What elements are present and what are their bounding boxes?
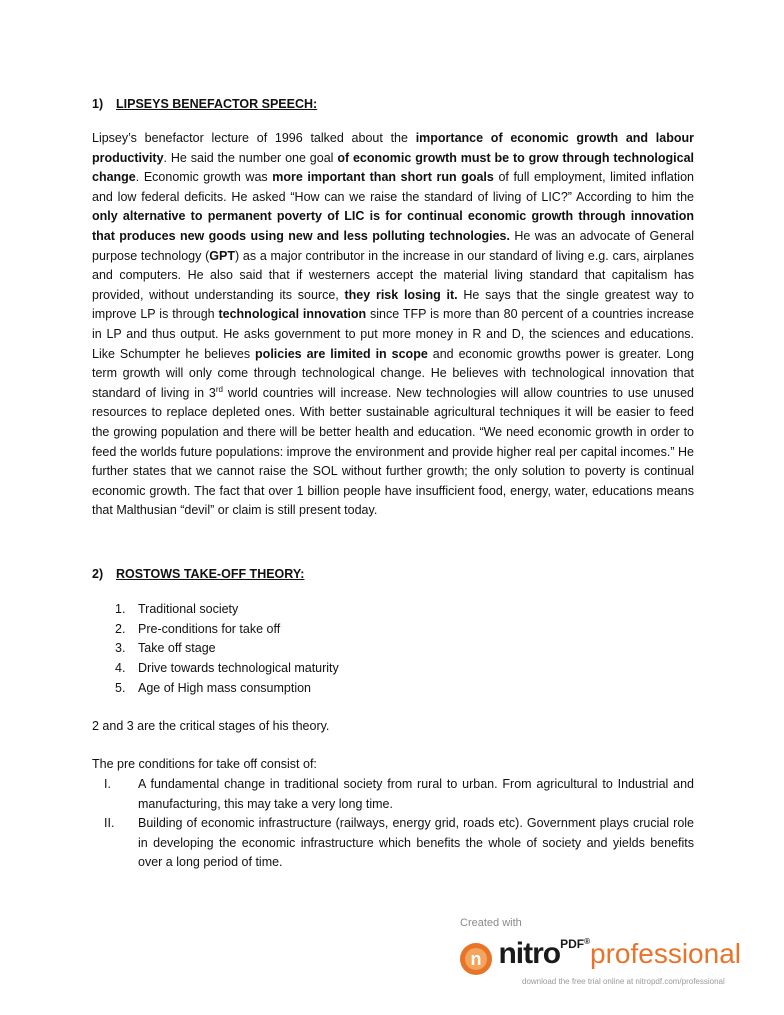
bold-text-segment: technological innovation	[218, 307, 367, 322]
section-1-title: LIPSEYS BENEFACTOR SPEECH:	[116, 97, 318, 111]
precondition-text: A fundamental change in traditional society from rural to urban. From agricultural to Industrial and manufacturing, this may take a very long time.	[138, 777, 694, 811]
precondition-item	[92, 814, 694, 873]
bold-text-segment: only alternative to permanent poverty of LIC is for continual economic growth through innovation that produces new goods using new and less polluting technologies.	[92, 209, 694, 243]
preconditions-intro: The pre conditions for take off consist of:	[92, 757, 317, 772]
precondition-item	[92, 775, 694, 814]
text-segment: He says that the single greatest way to improve LP is through	[92, 287, 694, 322]
stages-list	[92, 600, 694, 699]
watermark-brand: nitro	[498, 937, 561, 970]
document-page	[92, 96, 694, 873]
section-1-heading	[92, 96, 694, 112]
section-2-heading	[92, 566, 694, 582]
bold-text-segment: GPT	[209, 248, 235, 263]
section-2-number: 2)	[92, 566, 104, 581]
text-segment: Lipsey’s benefactor lecture of 1996 talked about the	[92, 131, 416, 145]
stage-label: Pre-conditions for take off	[138, 621, 281, 636]
stage-label: Traditional society	[138, 601, 239, 616]
watermark-created-with: Created with	[460, 917, 522, 929]
stage-item	[92, 679, 694, 699]
precondition-number: II.	[104, 816, 115, 831]
stage-number: 4.	[115, 661, 126, 676]
bold-text-segment: more important than short run goals	[272, 170, 494, 185]
section-1-number: 1)	[92, 97, 104, 111]
critical-stages-note: 2 and 3 are the critical stages of his theory.	[92, 718, 330, 733]
stage-item	[92, 659, 694, 679]
stage-label: Age of High mass consumption	[138, 681, 312, 696]
stage-label: Take off stage	[138, 641, 216, 656]
watermark-logo	[458, 937, 741, 977]
stage-number: 1.	[115, 601, 126, 616]
text-segment: . Economic growth was	[135, 170, 273, 185]
stage-number: 2.	[115, 621, 126, 636]
text-segment: since TFP is more than 80 percent of a countries increase in LP and thus output. He asks government to put more money in R and D, the sciences and educations. Like Schumpter he believes	[92, 307, 694, 361]
stage-number: 3.	[115, 641, 126, 656]
stage-item	[92, 639, 694, 659]
bold-text-segment: importance of economic growth and labour productivity	[92, 131, 694, 165]
stage-item	[92, 620, 694, 640]
text-segment: ) as a major contributor in the increase in our standard of living e.g. cars, airplanes and computers. He also said that if westerners accept the material living standard that capitalism has provided, without understanding its source,	[92, 248, 695, 302]
text-segment: He was an advocate of General purpose technology (	[92, 228, 694, 263]
stage-number: 5.	[115, 681, 126, 696]
superscript-text: rd	[215, 384, 224, 394]
text-segment: and economic growths power is greater. Long term growth will only come through technological change. He believes with technological innovation that standard of living in 3	[92, 346, 694, 400]
section-2-title: ROSTOWS TAKE-OFF THEORY:	[116, 566, 305, 581]
precondition-text: Building of economic infrastructure (railways, energy grid, roads etc). Government plays crucial role in developing the economic infrastructure which benefits the whole of society and yields benefits over a long period of time.	[138, 816, 694, 870]
preconditions-list	[92, 775, 694, 873]
section-1-body	[92, 129, 694, 521]
text-segment: of full employment, limited inflation and low federal deficits. He asked “How can we raise the standard of living of LIC?” According to him the	[92, 170, 694, 204]
bold-text-segment: they risk losing it.	[344, 287, 458, 302]
stage-item	[92, 600, 694, 620]
precondition-number: I.	[104, 777, 111, 792]
bold-text-segment: policies are limited in scope	[255, 346, 428, 361]
nitro-n-icon	[458, 941, 494, 977]
svg-text:n: n	[470, 948, 482, 969]
watermark-download-text: download the free trial online at nitropdf.com/professional	[522, 977, 725, 986]
text-segment: . He said the number one goal	[163, 150, 338, 165]
nitro-watermark	[458, 915, 784, 1015]
watermark-registered: ®	[584, 937, 591, 946]
stage-label: Drive towards technological maturity	[138, 661, 339, 676]
text-segment: world countries will increase. New technologies will allow countries to use unused resources to replace depleted ones. With better sustainable agricultural techniques it will be easier to feed the growing population and there will be better health and education. “We need economic growth in order to feed the worlds future populations: improve the environment and provide higher real per capital incomes.” He further states that we cannot raise the SOL without further growth; the only solution to poverty is continual economic growth. The fact that over 1 billion people have insufficient food, energy, water, educations means that Malthusian “devil” or claim is still present today.	[92, 385, 694, 518]
bold-text-segment: of economic growth must be to grow through technological change	[92, 150, 694, 185]
watermark-pdf: PDF	[560, 937, 585, 951]
watermark-product: professional	[590, 938, 741, 969]
